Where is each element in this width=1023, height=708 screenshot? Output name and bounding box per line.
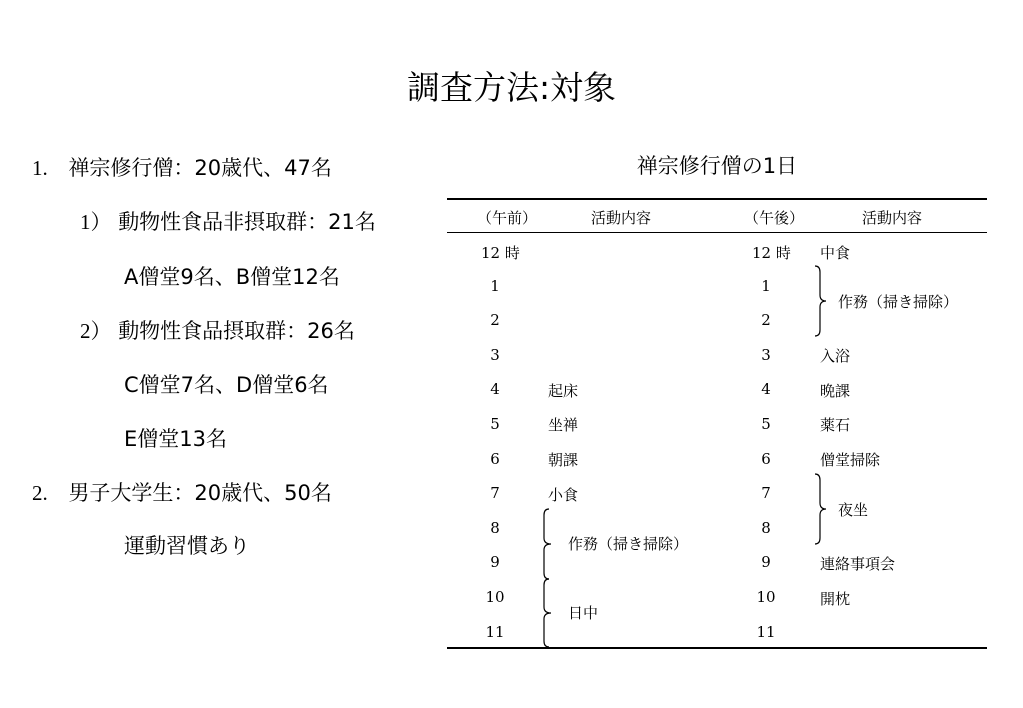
hour-label: 2 <box>761 311 771 330</box>
hour-label: 8 <box>761 518 771 537</box>
activity-bedtime: 開枕 <box>820 590 851 608</box>
list-text: A僧堂9名、B僧堂12名 <box>124 265 340 289</box>
hour-label: 7 <box>761 484 771 503</box>
list-text: E僧堂13名 <box>124 427 227 451</box>
list-text: 男子大学生：20歳代、50名 <box>68 481 332 505</box>
activity-hall-cleaning: 僧堂掃除 <box>820 451 881 469</box>
list-text: 禅宗修行僧：20歳代、47名 <box>68 156 332 180</box>
hour-label: 12 時 <box>752 244 791 262</box>
header-pm-activity: 活動内容 <box>862 209 923 227</box>
hour-label: 8 <box>490 518 500 537</box>
hour-label: 11 <box>485 622 505 641</box>
activity-morning-service: 朝課 <box>548 451 579 469</box>
hour-label: 5 <box>490 415 500 433</box>
activity-lunch: 中食 <box>820 244 851 262</box>
list-item <box>124 423 227 453</box>
list-item <box>124 369 329 399</box>
header-am-activity: 活動内容 <box>591 209 652 227</box>
hour-label: 1 <box>761 276 771 295</box>
activity-evening-service: 晩課 <box>820 382 851 400</box>
activity-am-work: 作務（掃き掃除） <box>568 535 689 553</box>
activity-bath: 入浴 <box>820 347 851 365</box>
hour-label: 12 時 <box>481 244 520 262</box>
table-header-rule <box>447 232 987 233</box>
list-item <box>80 206 376 236</box>
brace-icon <box>812 474 828 544</box>
activity-daytime: 日中 <box>568 604 599 622</box>
hour-label: 4 <box>761 380 771 399</box>
list-item <box>80 315 355 345</box>
brace-icon <box>541 579 557 647</box>
hour-label: 3 <box>761 345 771 364</box>
list-text: 動物性食品非摂取群：21名 <box>118 210 376 234</box>
header-am: （午前） <box>477 209 538 227</box>
list-marker: 1） <box>80 210 112 234</box>
activity-night-sitting: 夜坐 <box>838 501 869 519</box>
list-text: 動物性食品摂取群：26名 <box>118 319 355 343</box>
activity-announcements: 連絡事項会 <box>820 555 896 573</box>
hour-label: 7 <box>490 484 500 503</box>
activity-wake: 起床 <box>548 382 579 400</box>
table-top-rule <box>447 198 987 200</box>
activity-pm-work: 作務（掃き掃除） <box>838 293 959 311</box>
hour-label: 10 <box>485 588 505 606</box>
hour-label: 9 <box>761 553 771 572</box>
list-item <box>124 530 250 560</box>
hour-label: 4 <box>490 380 500 399</box>
header-pm: （午後） <box>744 209 805 227</box>
hour-label: 10 <box>756 588 776 606</box>
list-item <box>32 152 332 182</box>
list-marker: 2. <box>32 481 48 505</box>
list-marker: 1. <box>32 156 48 180</box>
page-title: 調査方法:対象 <box>406 68 617 107</box>
activity-zazen: 坐禅 <box>548 416 579 434</box>
hour-label: 6 <box>761 449 771 468</box>
list-marker: 2） <box>80 319 112 343</box>
list-item <box>124 261 340 291</box>
table-bottom-rule <box>447 647 987 649</box>
activity-breakfast: 小食 <box>548 486 579 504</box>
hour-label: 9 <box>490 553 500 572</box>
brace-icon <box>541 509 557 579</box>
hour-label: 2 <box>490 311 500 330</box>
brace-icon <box>812 266 828 336</box>
hour-label: 5 <box>761 415 771 433</box>
hour-label: 6 <box>490 449 500 468</box>
activity-supper: 薬石 <box>820 416 851 434</box>
hour-label: 11 <box>756 622 776 641</box>
list-text: C僧堂7名、D僧堂6名 <box>124 373 329 397</box>
list-text: 運動習慣あり <box>124 534 250 558</box>
list-item <box>32 477 332 507</box>
schedule-caption: 禅宗修行僧の1日 <box>636 154 798 178</box>
hour-label: 1 <box>490 276 500 295</box>
hour-label: 3 <box>490 345 500 364</box>
